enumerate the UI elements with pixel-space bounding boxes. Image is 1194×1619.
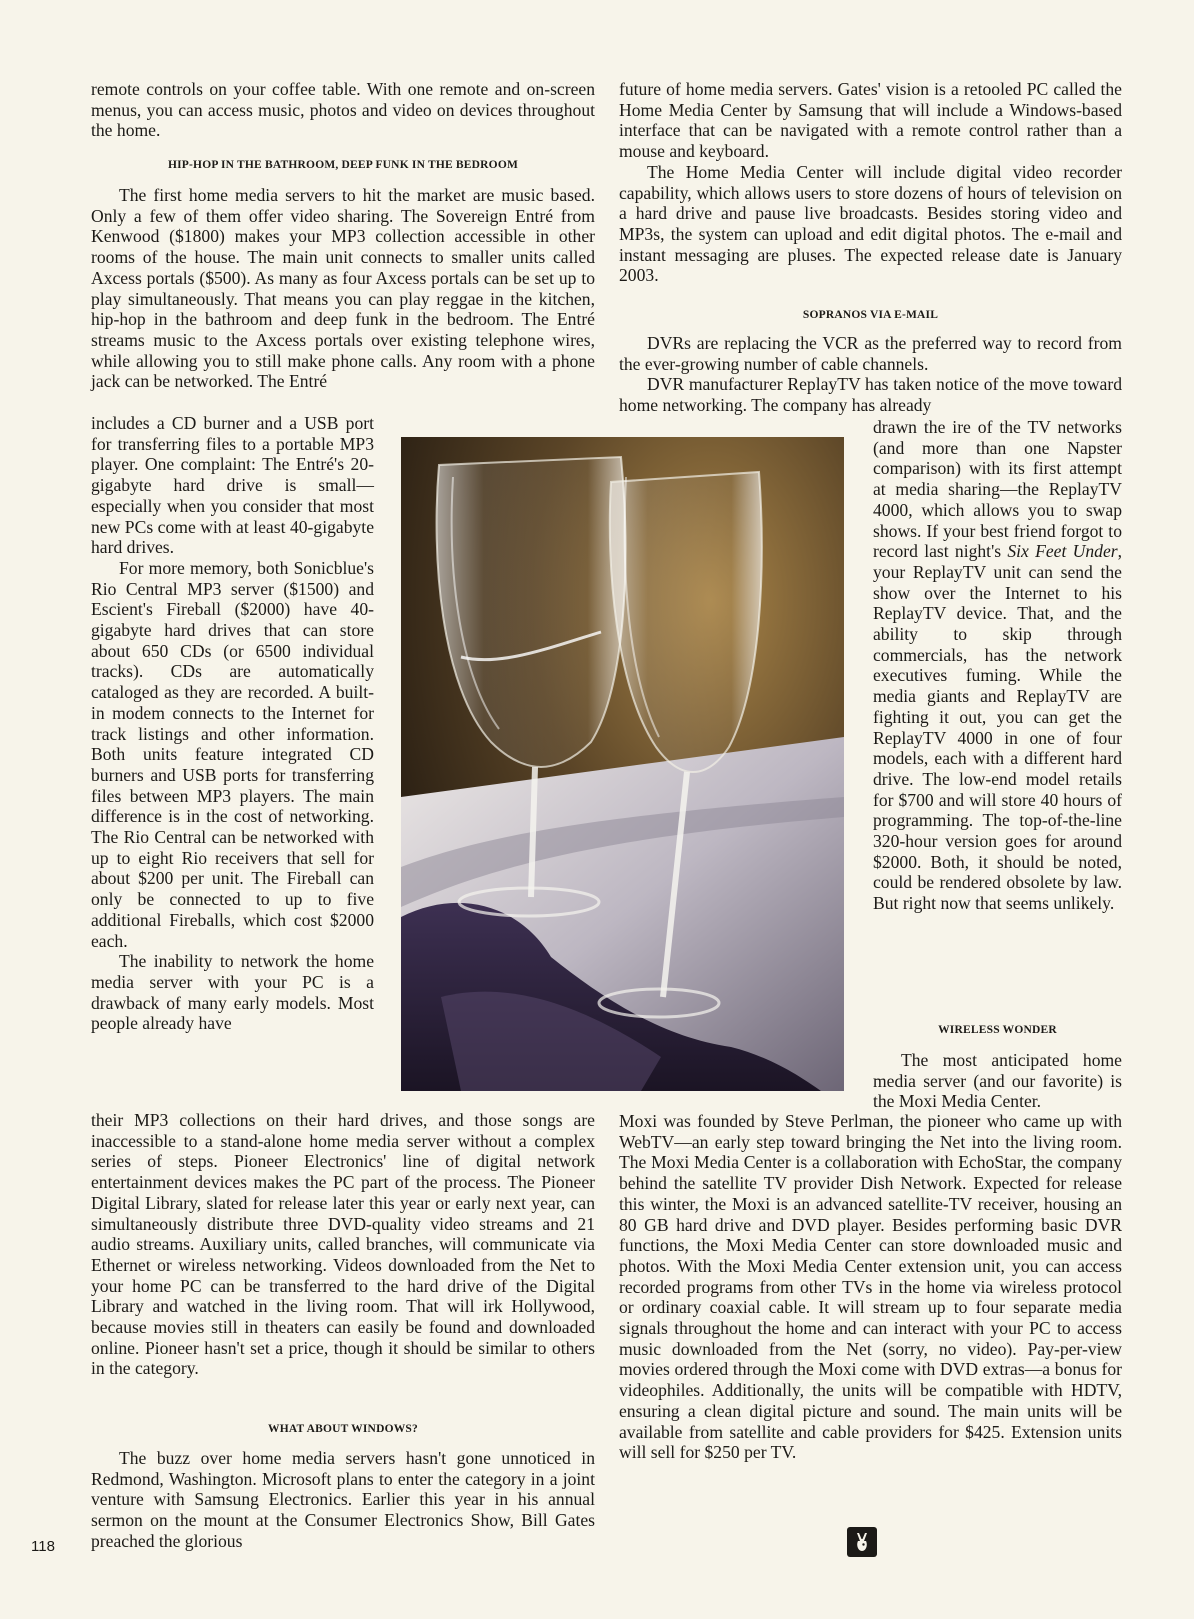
section-heading-hiphop: HIP-HOP IN THE BATHROOM, DEEP FUNK IN THE BEDROOM bbox=[167, 159, 519, 171]
moxi-paragraph: The most anticipated home media server (and our favorite) is the Moxi Media Center. bbox=[873, 1050, 1122, 1112]
replay-text-b: , your ReplayTV unit can send the show over the Internet to his ReplayTV device. That, and the ability to skip through commercials, has the network executives fuming. While the media giants and ReplayTV are fighting it out, you can get the ReplayTV 4000 in one of four models, each with a different hard drive. The low-end model retails for $700 and will store 40 hours of programming. The top-of-the-line 320-hour version goes for around $2000. Both, it should be noted, could be rendered obsolete by law. But right now that seems unlikely. bbox=[873, 541, 1123, 914]
inability-continued-paragraph: their MP3 collections on their hard drives, and those songs are inaccessible to a stand-alone home media server without a complex series of steps. Pioneer Electronics' line of digital network entertainment devices makes the PC part of the process. The Pioneer Digital Library, slated for release later this year or early next year, can simultaneously distribute three DVD-quality video streams and 21 audio streams. Auxiliary units, called branches, will communicate via Ethernet or wireless networking. Videos downloaded from the Net to your home PC can be transferred to the hard drive of the Digital Library and watched in the living room. That will irk Hollywood, because movies still in theaters can easily be found and downloaded online. Pioneer hasn't set a price, though it should be similar to others in the category. bbox=[91, 1110, 595, 1379]
windows-paragraph: The buzz over home media servers hasn't gone unnoticed in Redmond, Washington. Microsoft plans to enter the category in a joint venture with Samsung Electronics. Earlier this year in his annual sermon on the mount at the Consumer Electronics Show, Bill Gates preached the glorious bbox=[91, 1448, 595, 1551]
gates-paragraph: future of home media servers. Gates' vision is a retooled PC called the Home Media Center by Samsung that will include a Windows-based interface that can be navigated with a remote control rather than a mouse and keyboard. The Home Media Center will include digital video recorder capability, which allows users to store dozens of hours of television on a hard drive and pause live broadcasts. Besides storing video and MP3s, the system can upload and edit digital photos. The e-mail and instant messaging are pluses. The expected release date is January 2003. bbox=[619, 79, 1122, 286]
page-number: 118 bbox=[31, 1538, 55, 1555]
champagne-glasses-photo bbox=[401, 437, 844, 1091]
section-heading-wireless: WIRELESS WONDER bbox=[938, 1024, 1057, 1036]
show-title: Six Feet Under bbox=[1007, 541, 1118, 562]
rabbit-head-logo-icon bbox=[847, 1527, 877, 1557]
replay-text-a: drawn the ire of the TV networks (and more than one Napster comparison) with its first attempt at media sharing—the ReplayTV 4000, which allows you to swap shows. If your best friend forgot to record last night's bbox=[873, 417, 1122, 562]
replay-continued-paragraph bbox=[873, 417, 1122, 914]
intro-paragraph: remote controls on your coffee table. With one remote and on-screen menus, you can access music, photos and video on devices throughout the home. bbox=[91, 79, 595, 141]
dvr-paragraph: DVRs are replacing the VCR as the preferred way to record from the ever-growing number of cable channels. DVR manufacturer ReplayTV has taken notice of the move toward home networking. The company has already bbox=[619, 333, 1122, 416]
moxi-continued-paragraph: Moxi was founded by Steve Perlman, the pioneer who came up with WebTV—an early step toward bringing the Net into the living room. The Moxi Media Center is a collaboration with EchoStar, the company behind the satellite TV provider Dish Network. Expected for release this winter, the Moxi is an advanced satellite-TV receiver, housing an 80 GB hard drive and DVD player. Besides performing basic DVR functions, the Moxi Media Center can store downloaded music and photos. With the Moxi Media Center extension unit, you can access recorded programs from other TVs in the home via wireless protocol or ordinary coaxial cable. It will stream up to four separate media signals throughout the home and can interact with your PC to access music downloaded from the Net (sorry, no video). Pay-per-view movies ordered through the Moxi come with DVD extras—a bonus for videophiles. Additionally, the units will be compatible with HDTV, ensuring a clean digital picture and sound. The main units will be available from satellite and cable providers for $425. Extension units will sell for $250 per TV. bbox=[619, 1111, 1122, 1463]
entre-continued-paragraph: includes a CD burner and a USB port for transferring files to a portable MP3 player. One complaint: The Entré's 20-gigabyte hard drive is small—especially when you consider that most new PCs come with at least 40-gigabyte hard drives. For more memory, both Sonicblue's Rio Central MP3 server ($1500) and Escient's Fireball ($2000) have 40-gigabyte hard drives that can store about 650 CDs (or 6500 individual tracks). CDs are automatically cataloged as they are recorded. A built-in modem connects to the Internet for track listings and other information. Both units feature integrated CD burners and USB ports for transferring files between MP3 players. The main difference is in the cost of networking. The Rio Central can be networked with up to eight Rio receivers that sell for about $200 per unit. The Fireball can only be connected to up to five additional Fireballs, which cost $2000 each. The inability to network the home media server with your PC is a drawback of many early models. Most people already have bbox=[91, 413, 374, 1034]
section-heading-sopranos: SOPRANOS VIA E-MAIL bbox=[802, 309, 939, 321]
servers-paragraph: The first home media servers to hit the market are music based. Only a few of them offer video sharing. The Sovereign Entré from Kenwood ($1800) makes your MP3 collection accessible in other rooms of the house. The main unit connects to smaller units called Axcess portals ($500). As many as four Axcess portals can be set up to play simultaneously. That means you can play reggae in the kitchen, hip-hop in the bathroom and deep funk in the bedroom. The Entré streams music to the Axcess portals over existing telephone wires, while allowing you to still make phone calls. Any room with a phone jack can be networked. The Entré bbox=[91, 185, 595, 392]
section-heading-windows: WHAT ABOUT WINDOWS? bbox=[268, 1423, 418, 1435]
champagne-glasses-illustration bbox=[401, 437, 844, 1091]
